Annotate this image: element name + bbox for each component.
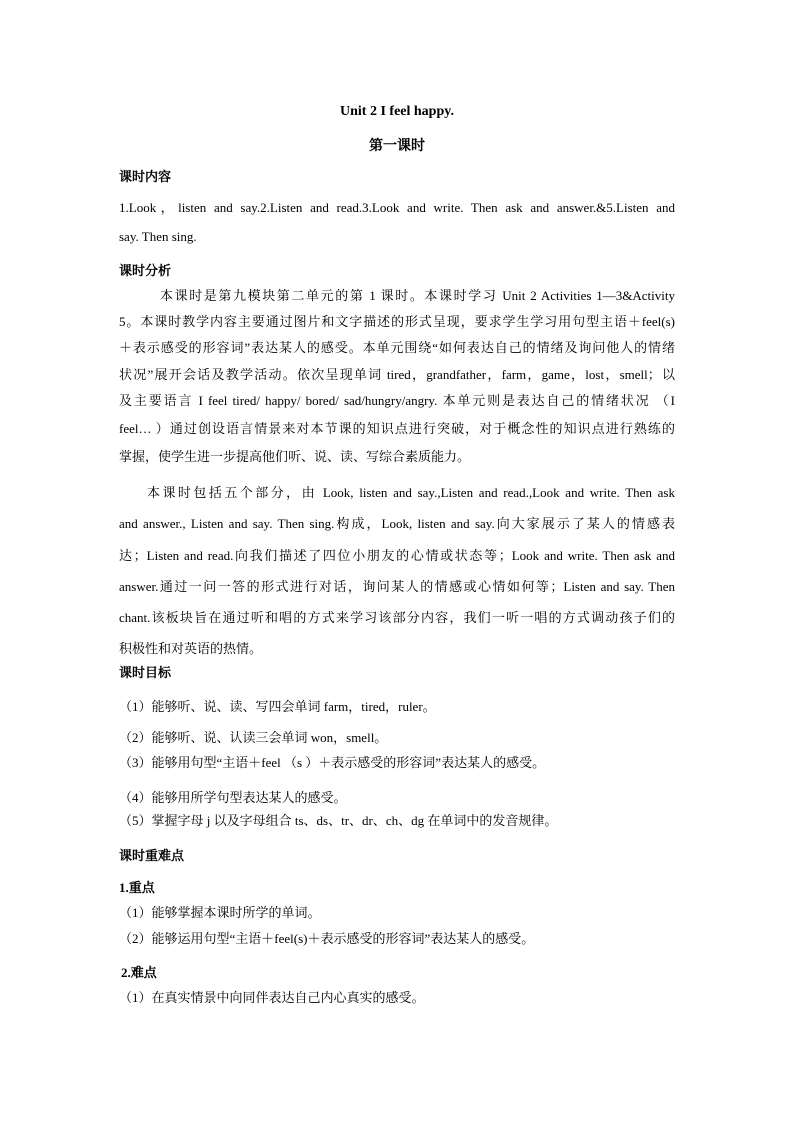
goal-item-4: （4）能够用所学句型表达某人的感受。 bbox=[119, 790, 347, 805]
analysis-p1-line-1: 本课时是第九模块第二单元的第 1 课时。本课时学习 Unit 2 Activities 1—3&Activity bbox=[160, 288, 675, 303]
difficulty-item-1: （1）在真实情景中向同伴表达自己内心真实的感受。 bbox=[119, 990, 425, 1005]
goal-item-3: （3）能够用句型“主语＋feel （s ）＋表示感受的形容词”表达某人的感受。 bbox=[119, 755, 546, 770]
difficulty-heading: 2.难点 bbox=[121, 965, 157, 980]
goal-item-1: （1）能够听、说、读、写四会单词 farm，tired，ruler。 bbox=[119, 699, 436, 714]
analysis-p1-line-2: 5。本课时教学内容主要通过图片和文字描述的形式呈现，要求学生学习用句型主语＋feel(s) bbox=[119, 314, 675, 329]
analysis-p2-line-6: 积极性和对英语的热情。 bbox=[119, 641, 263, 656]
goal-item-5: （5）掌握字母 j 以及字母组合 ts、ds、tr、dr、ch、dg 在单词中的发音规律。 bbox=[119, 813, 558, 828]
key-point-item-2: （2）能够运用句型“主语＋feel(s)＋表示感受的形容词”表达某人的感受。 bbox=[119, 931, 535, 946]
analysis-p1-line-6: feel… ）通过创设语言情景来对本节课的知识点进行突破，对于概念性的知识点进行熟练的 bbox=[119, 421, 675, 436]
document-title: Unit 2 I feel happy. bbox=[340, 104, 454, 119]
key-point-item-1: （1）能够掌握本课时所学的单词。 bbox=[119, 905, 321, 920]
section-heading-content: 课时内容 bbox=[119, 169, 172, 184]
analysis-p1-line-4: 状况”展开会话及教学活动。依次呈现单词 tired，grandfather，farm，game，lost，smell；以 bbox=[119, 367, 675, 382]
analysis-p2-line-3: 达；Listen and read.向我们描述了四位小朋友的心情或状态等；Look and write. Then ask and bbox=[119, 548, 675, 563]
analysis-p1-line-3: ＋表示感受的形容词”表达某人的感受。本单元围绕“如何表达自己的情绪及询问他人的情绪 bbox=[119, 340, 675, 355]
section-heading-key: 课时重难点 bbox=[119, 848, 185, 863]
section-heading-goals: 课时目标 bbox=[119, 665, 172, 680]
goal-item-2: （2）能够听、说、认读三会单词 won，smell。 bbox=[119, 730, 388, 745]
content-line-1: 1.Look，listen and say.2.Listen and read.3.Look and write. Then ask and answer.&5.Listen and bbox=[119, 200, 675, 215]
analysis-p1-line-7: 掌握，使学生进一步提高他们听、说、读、写综合素质能力。 bbox=[119, 449, 471, 464]
analysis-p2-line-4: answer.通过一问一答的形式进行对话，询问某人的情感或心情如何等；Listen and say. Then bbox=[119, 579, 675, 594]
analysis-p2-line-1: 本课时包括五个部分，由 Look, listen and say.,Listen and read.,Look and write. Then ask bbox=[147, 485, 675, 500]
analysis-p1-line-5: 及主要语言 I feel tired/ happy/ bored/ sad/hungry/angry. 本单元则是表达自己的情绪状况 （I bbox=[119, 393, 675, 408]
content-line-2: say. Then sing. bbox=[119, 229, 197, 244]
lesson-subtitle: 第一课时 bbox=[369, 139, 425, 154]
key-points-heading: 1.重点 bbox=[119, 880, 155, 895]
analysis-p2-line-2: and answer., Listen and say. Then sing.构成，Look, listen and say.向大家展示了某人的情感表 bbox=[119, 516, 675, 531]
section-heading-analysis: 课时分析 bbox=[119, 263, 172, 278]
analysis-p2-line-5: chant.该板块旨在通过听和唱的方式来学习该部分内容，我们一听一唱的方式调动孩子们的 bbox=[119, 610, 675, 625]
